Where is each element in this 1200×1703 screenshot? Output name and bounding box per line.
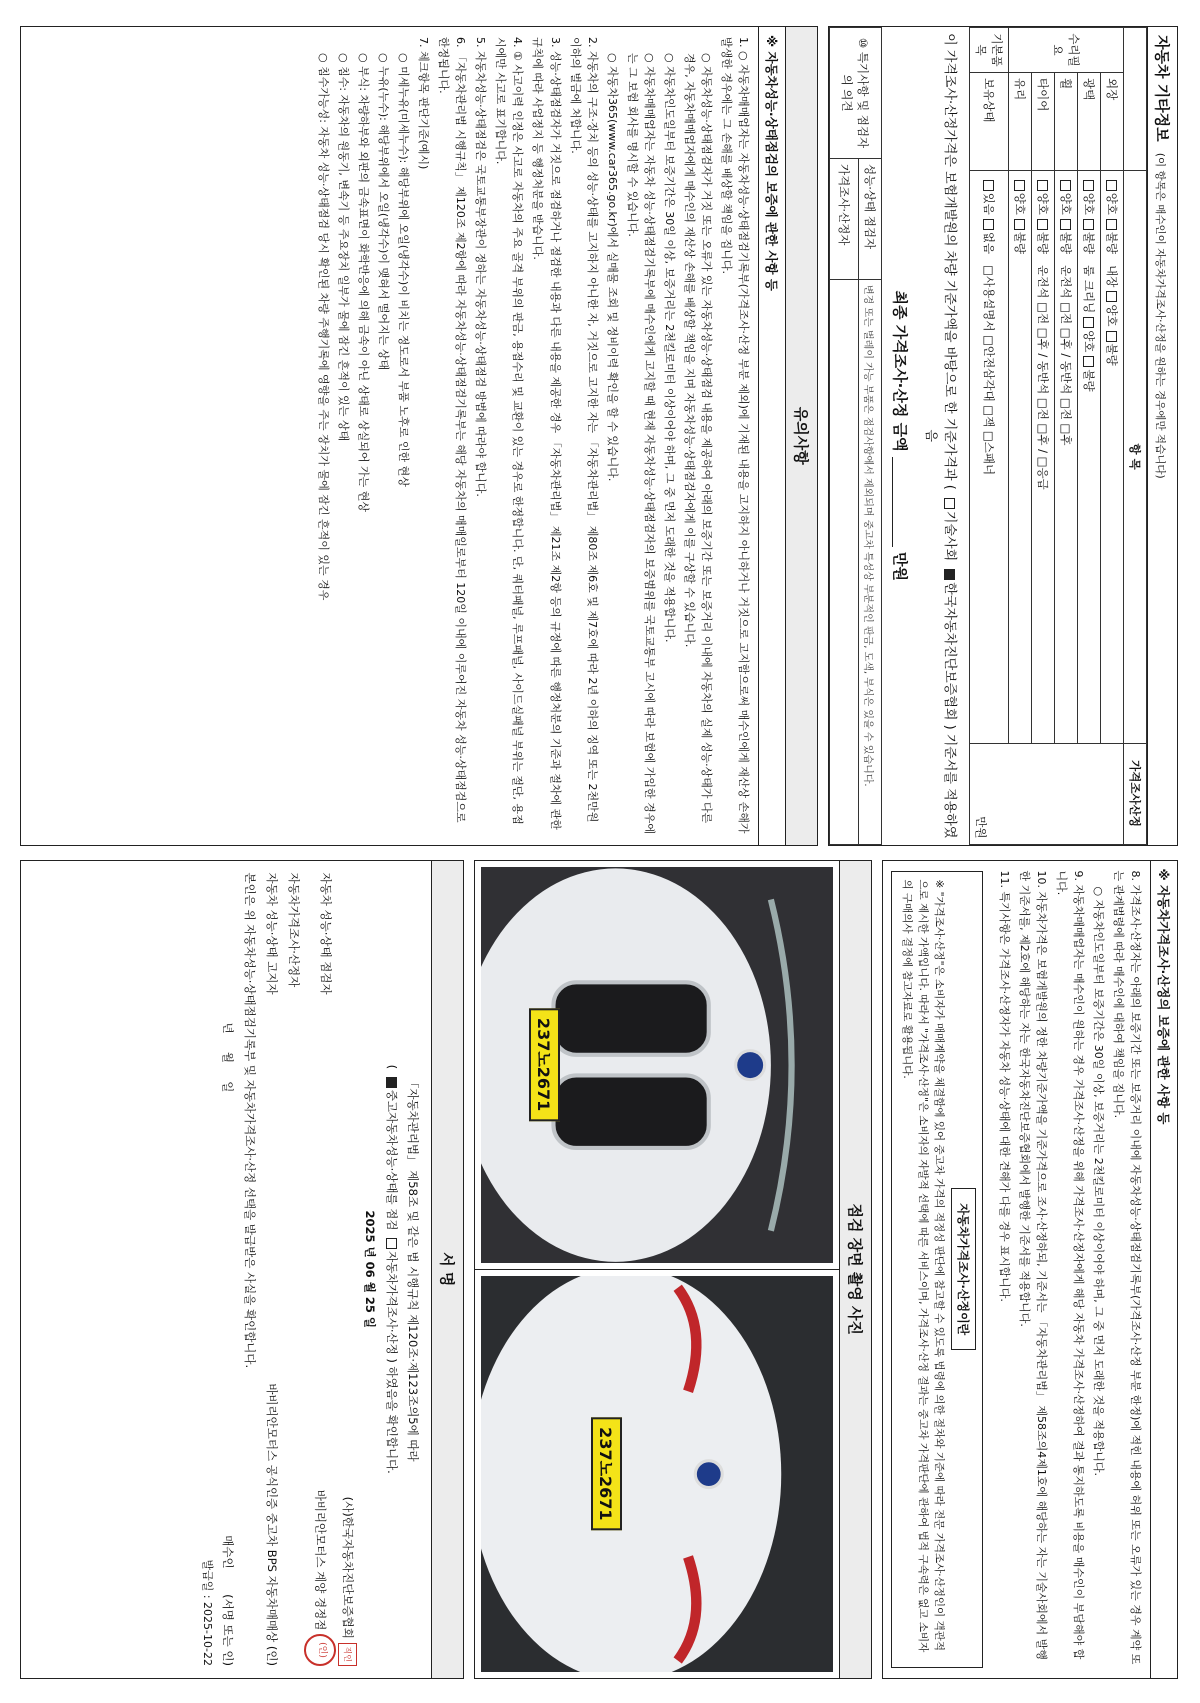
issue-date: 발급일 : 2025-10-22	[200, 1559, 214, 1666]
final-price-field	[892, 457, 909, 547]
row-polish: 양호불량 룸 크리닝양호불량	[1078, 170, 1101, 743]
special-notes-table: ⑩ 특기사항 및 점검자의 의견 성능·상태 점검자 변경 또는 벌레이 가능 부품은 점검사항에서 제외되며 중고차 특성상 부분적인 판금, 도색, 부식은 있을 수 있습니다. 가격조사·산정자	[829, 27, 882, 845]
price-guarantee-section: ※ 자동차가격조사·산정의 보증에 관한 사항 등 8. 가격조사·산정자는 아래의 보증기간 또는 보증거리 이내에 자동차성능·상태점검기록부(가격조사·산정 부분 한정)에 적힌 내용에 허위 또는 오류가 있는 경우 계약 또는 관계법령에 따라 매수인에 대하여 책임을 집니다. ○ 자동차인도일부터 보증기간은 30일 이상, 보증거리는 2천킬로미터 이상이어야 하며, 그 중 먼저 도래한 것을 적용합니다. 9. 자동차매매업자는 매수인이 원하는 경우 가격조사·산정을 위해 가격조사·산정자에게 해당 자동차 가격조사·산정하여 결과 통지하도록 비용을 매수인이 부담해야 합니다. 10. 자동차가격은 보험개발원의 정한 차량기준가액을 기준가격으로 조사·산정하되, 기준서는 「자동차관리법」 제58조의4제1호에 해당하는 자는 기술사회에서 발행한 기준서를, 제2호에 해당하는 자는 한국자동차진단보증협회에서 발행한 기준서를 적용합니다. 11. 특기사항은 가격조사·산정자가 자동차 성능·상태에 대한 견해가 다를 경우 표시합니다. 자동차가격조사·산정이란 ※ "가격조사·산정"은 소비자가 매매계약을 체결함에 있어 중고차 가격의 적정성 판단에 참고할 수 있도록 법령에 의한 절차와 기준에 따라 전문 가격조사·산정인이 객관적으로 제시한 가액입니다. 따라서 "가격조사·산정"은 소비자의 자발적 선택에 따른 서비스이며, 가격조사·산정 결과는 중고차 가격판단에 관하여 법적 구속력은 없고 소비자의 구매의사 결정에 참고자료로 활용됩니다.	[882, 860, 1178, 1680]
price-guarantee-list: 8. 가격조사·산정자는 아래의 보증기간 또는 보증거리 이내에 자동차성능·상태점검기록부(가격조사·산정 부분 한정)에 적힌 내용에 허위 또는 오류가 있는 경우 계약 또는 관계법령에 따라 매수인에 대하여 책임을 집니다. ○ 자동차인도일부터 보증기간은 30일 이상, 보증거리는 2천킬로미터 이상이어야 하며, 그 중 먼저 도래한 것을 적용합니다. 9. 자동차매매업자는 매수인이 원하는 경우 가격조사·산정을 위해 가격조사·산정자에게 해당 자동차 가격조사·산정하여 결과 통지하도록 비용을 매수인이 부담해야 합니다. 10. 자동차가격은 보험개발원의 정한 차량기준가액을 기준가격으로 조사·산정하되, 기준서는 「자동차관리법」 제58조의4제1호에 해당하는 자는 기술사회에서 발행한 기준서를, 제2호에 해당하는 자는 한국자동차진단보증협회에서 발행한 기준서를 적용합니다. 11. 특기사항은 가격조사·산정자가 자동차 성능·상태에 대한 견해가 다를 경우 표시합니다.	[997, 870, 1142, 1665]
front-plate: 237노2671	[529, 1008, 560, 1121]
etc-info-table: 항 목 가격조사산정 수리필요 외장 양호불량 내장양호불량 만원 광택 양호불량 룸 크리닝양호불량 휠 양호불량 운전석 □전 □후 / 동반석 □전 □후 타이어 양호불량 운전석 □전 □후 / 동반석 □전 □후 / □응급 유리 양호불량 기본품목 보유상태 있음없음 □사용설명서 □안전삼각대 □잭 □스패너	[969, 27, 1147, 845]
col-item-header: 항 목	[1124, 170, 1147, 743]
signature-section	[20, 860, 431, 1680]
photo-section	[474, 860, 839, 1680]
row-glass: 양호불량	[1009, 170, 1032, 743]
signature-title: 서 명	[431, 860, 464, 1680]
sign-row-1: 자동차 성능·상태 점검자 바비리안모터스 계양 경정점 (인)	[304, 873, 336, 1667]
row-wheel: 양호불량 운전석 □전 □후 / 동반석 □전 □후	[1055, 170, 1078, 743]
left-column	[20, 26, 1178, 846]
confirm-line: 본인은 위 자동차성능·상태점검기록부 및 자동차가격조사·산정 선택을 발급받은 사실을 확인합니다.	[243, 872, 258, 1369]
group-repair: 수리필요	[1009, 28, 1124, 73]
basis-line: 이 가격조사·산정가격은 보험개발원의 차량 기준가액을 바탕으로 한 기준가격과 ( 기술사회 한국자동차진단보증협회 ) 기준서를 적용하였음	[923, 33, 957, 839]
price-unit: 만원	[970, 743, 1124, 844]
sign-date: 2025 년 06 월 25 일	[362, 1210, 377, 1328]
notice-list: 1. ○ 자동차매매업자는 자동차성능·상태점검기록부(가격조사·산정 부분 제외)에 기재된 내용을 고지하지 아니하거나 거짓으로 고지함으로써 매수인에게 재산상 손해가 발생한 경우에는 그 손해를 배상할 책임을 집니다. ○ 자동차성능·상태점검자가 거짓 또는 오류가 있는 자동차성능·상태점검 내용을 제공하여 아래의 보증기간 또는 보증거리 이내에 자동차의 실제 성능·상태가 다른 경우, 자동차매매업자에게 매수인의 재산상 손해를 배상할 책임을 지며 자동차성능·상태점검자에게 이를 구상할 수 있습니다. ○ 자동차인도일부터 보증기간은 30일 이상, 보증거리는 2천킬로미터 이상이어야 하며, 그 중 먼저 도래한 것을 적용합니다. ○ 자동차매매업자는 자동차 성능·상태점검기록부에 매수인에게 고지할 때 현재 자동차성능·상태점검자의 보증범위를 국토교통부 고시에 따라 보험에 가입한 경우에는 그 보험 회사를 명시할 수 있습니다. ○ 자동차365(www.car365.go.kr)에서 실매물 조회 및 정비이력 확인을 할 수 있습니다. 2. 자동차의 구조·장치 등의 성능·상태를 고지하지 아니한 자, 거짓으로 고지한 자는 「자동차관리법」 제80조 제6호 및 제7호에 따라 2년 이하의 징역 또는 2천만원 이하의 벌금에 처합니다. 3. 성능·상태점검자가 거짓으로 점검하거나 점검한 내용과 다른 내용을 제공한 경우 「자동차관리법」 제21조 제2항 등의 규정에 따른 행정처분의 기준과 절차에 관한 규칙에 따라 사업정지 등 행정처분을 받습니다. 4. ① 사고이력 인정은 사고로 자동차의 주요 골격 부위의 판금, 용접수리 및 교환이 있는 경우로 한정합니다. 단, 쿼터패널, 루프패널, 사이드실패널 부위는 절단, 용접 시에만 사고로 표기합니다. 5. 자동차성능·상태점검은 국토교통부장관이 정하는 자동차성능·상태점검 방법에 따라야 합니다. 6. 「자동차관리법 시행규칙」 제120조 제2항에 따라 자동차성능·상태점검기록부는 해당 자동차의 매매일로부터 120일 이내에 이루어진 자동차 성능·상태점검으로 한정됩니다. 7. 체크항목 판단기준(예시) ○ 미세누유(미세누수): 해당부위에 오일(냉각수)이 비치는 정도로서 부품 노후로 인한 현상 ○ 누유(누수): 해당부위에서 오일(냉각수)이 맺혀서 떨어지는 상태 ○ 부식: 차량하부와 외판의 금속표면이 화학반응에 의해 금속이 아닌 상태로 상실되어 가는 현상 ○ 침수: 자동차의 원동기, 변속기 등 주요장치 일부가 물에 잠긴 흔적이 있는 상태 ○ 침수가능성: 자동차 성능·상태점검 당시 확인된 차량 주행기록에 영향을 주는 장치가 물에 잠긴 흔적이 있는 경우	[316, 37, 750, 834]
notice-title: 유의사항	[785, 26, 818, 846]
car-rear-image	[481, 1276, 833, 1672]
price-desc: ※ "가격조사·산정"은 소비자가 매매계약을 체결함에 있어 중고차 가격의 적정성 판단에 참고할 수 있도록 법령에 의한 절차와 기준에 따라 전문 가격조사·산정인이 객관적으로 제시한 가액입니다. 따라서 "가격조사·산정"은 소비자의 자발적 선택에 따른 서비스이며, 가격조사·산정 결과는 중고차 가격판단에 관하여 법적 구속력은 없고 소비자의 구매의사 결정에 참고자료로 활용됩니다.	[901, 879, 945, 1653]
special-note: 변경 또는 벌레이 가능 부품은 점검사항에서 제외되며 중고차 특성상 부분적인 판금, 도색, 부식은 있을 수 있습니다.	[859, 280, 882, 845]
photo-rear	[475, 1270, 839, 1678]
photo-front	[475, 861, 839, 1270]
row-equipment: 있음없음 □사용설명서 □안전삼각대 □잭 □스패너	[970, 170, 1009, 743]
special-title: ⑩ 특기사항 및 점검자의 의견	[830, 28, 882, 159]
issuer-stamp: 직인	[338, 1643, 357, 1666]
issuer-line: (사)한국자동차진단보증협회 직인	[336, 873, 358, 1667]
buyer-line: 년 월 일 매수인 (서명 또는 인)	[221, 1022, 236, 1666]
final-price-line: 최종 가격조사·산정 금액 만원	[891, 290, 909, 581]
row-exterior: 양호불량 내장양호불량	[1101, 170, 1124, 743]
right-column	[20, 860, 1178, 1680]
row-tire: 양호불량 운전석 □전 □후 / 동반석 □전 □후 / □응급	[1032, 170, 1055, 743]
notice-section: ※ 자동차성능·상태점검의 보증에 관한 사항 등 1. ○ 자동차매매업자는 자동차성능·상태점검기록부(가격조사·산정 부분 제외)에 기재된 내용을 고지하지 아니하거나 거짓으로 고지함으로써 매수인에게 재산상 손해가 발생한 경우에는 그 손해를 배상할 책임을 집니다. ○ 자동차성능·상태점검자가 거짓 또는 오류가 있는 자동차성능·상태점검 내용을 제공하여 아래의 보증기간 또는 보증거리 이내에 자동차의 실제 성능·상태가 다른 경우, 자동차매매업자에게 매수인의 재산상 손해를 배상할 책임을 지며 자동차성능·상태점검자에게 이를 구상할 수 있습니다. ○ 자동차인도일부터 보증기간은 30일 이상, 보증거리는 2천킬로미터 이상이어야 하며, 그 중 먼저 도래한 것을 적용합니다. ○ 자동차매매업자는 자동차 성능·상태점검기록부에 매수인에게 고지할 때 현재 자동차성능·상태점검자의 보증범위를 국토교통부 고시에 따라 보험에 가입한 경우에는 그 보험 회사를 명시할 수 있습니다. ○ 자동차365(www.car365.go.kr)에서 실매물 조회 및 정비이력 확인을 할 수 있습니다. 2. 자동차의 구조·장치 등의 성능·상태를 고지하지 아니한 자, 거짓으로 고지한 자는 「자동차관리법」 제80조 제6호 및 제7호에 따라 2년 이하의 징역 또는 2천만원 이하의 벌금에 처합니다. 3. 성능·상태점검자가 거짓으로 점검하거나 점검한 내용과 다른 내용을 제공한 경우 「자동차관리법」 제21조 제2항 등의 규정에 따른 행정처분의 기준과 절차에 관한 규칙에 따라 사업정지 등 행정처분을 받습니다. 4. ① 사고이력 인정은 사고로 자동차의 주요 골격 부위의 판금, 용접수리 및 교환이 있는 경우로 한정합니다. 단, 쿼터패널, 루프패널, 사이드실패널 부위는 절단, 용접 시에만 사고로 표기합니다. 5. 자동차성능·상태점검은 국토교통부장관이 정하는 자동차성능·상태점검 방법에 따라야 합니다. 6. 「자동차관리법 시행규칙」 제120조 제2항에 따라 자동차성능·상태점검기록부는 해당 자동차의 매매일로부터 120일 이내에 이루어진 자동차 성능·상태점검으로 한정됩니다. 7. 체크항목 판단기준(예시) ○ 미세누유(미세누수): 해당부위에 오일(냉각수)이 비치는 정도로서 부품 노후로 인한 현상 ○ 누유(누수): 해당부위에서 오일(냉각수)이 맺혀서 떨어지는 상태 ○ 부식: 차량하부와 외판의 금속표면이 화학반응에 의해 금속이 아닌 상태로 상실되어 가는 현상 ○ 침수: 자동차의 원동기, 변속기 등 주요장치 일부가 물에 잠긴 흔적이 있는 상태 ○ 침수가능성: 자동차 성능·상태점검 당시 확인된 차량 주행기록에 영향을 주는 장치가 물에 잠긴 흔적이 있는 경우	[20, 26, 785, 846]
etc-info-title: 자동차 기타정보 (이 항목은 매수인이 자동차가격조사·산정을 원하는 경우에만 적습니다)	[1147, 27, 1177, 845]
photo-title: 점검 장면 촬영 사진	[839, 860, 872, 1680]
etc-info-section	[828, 26, 1178, 846]
sign-row-2: 자동차가격조사·산정자	[287, 872, 301, 988]
sign-row-3: 자동차 성능·상태 고지자 바비리안모터스 공식인증 중고차 BPS 자동차매매상 (인)	[265, 872, 280, 1666]
inspector-seal-icon: (인)	[304, 1634, 336, 1666]
price-logo-label: 자동차가격조사·산정이란	[951, 1188, 976, 1350]
rear-plate: 237노2671	[591, 1417, 622, 1530]
sign-statement: 「자동차관리법」 제58조 및 같은 법 시행규칙 제120조·제123조의5에 따라 ( 중고자동차성능·상태를 점검 자동차가격조사·산정 ) 하였음을 확인합니다.	[384, 1064, 421, 1474]
col-price-header: 가격조사산정	[1124, 743, 1147, 844]
